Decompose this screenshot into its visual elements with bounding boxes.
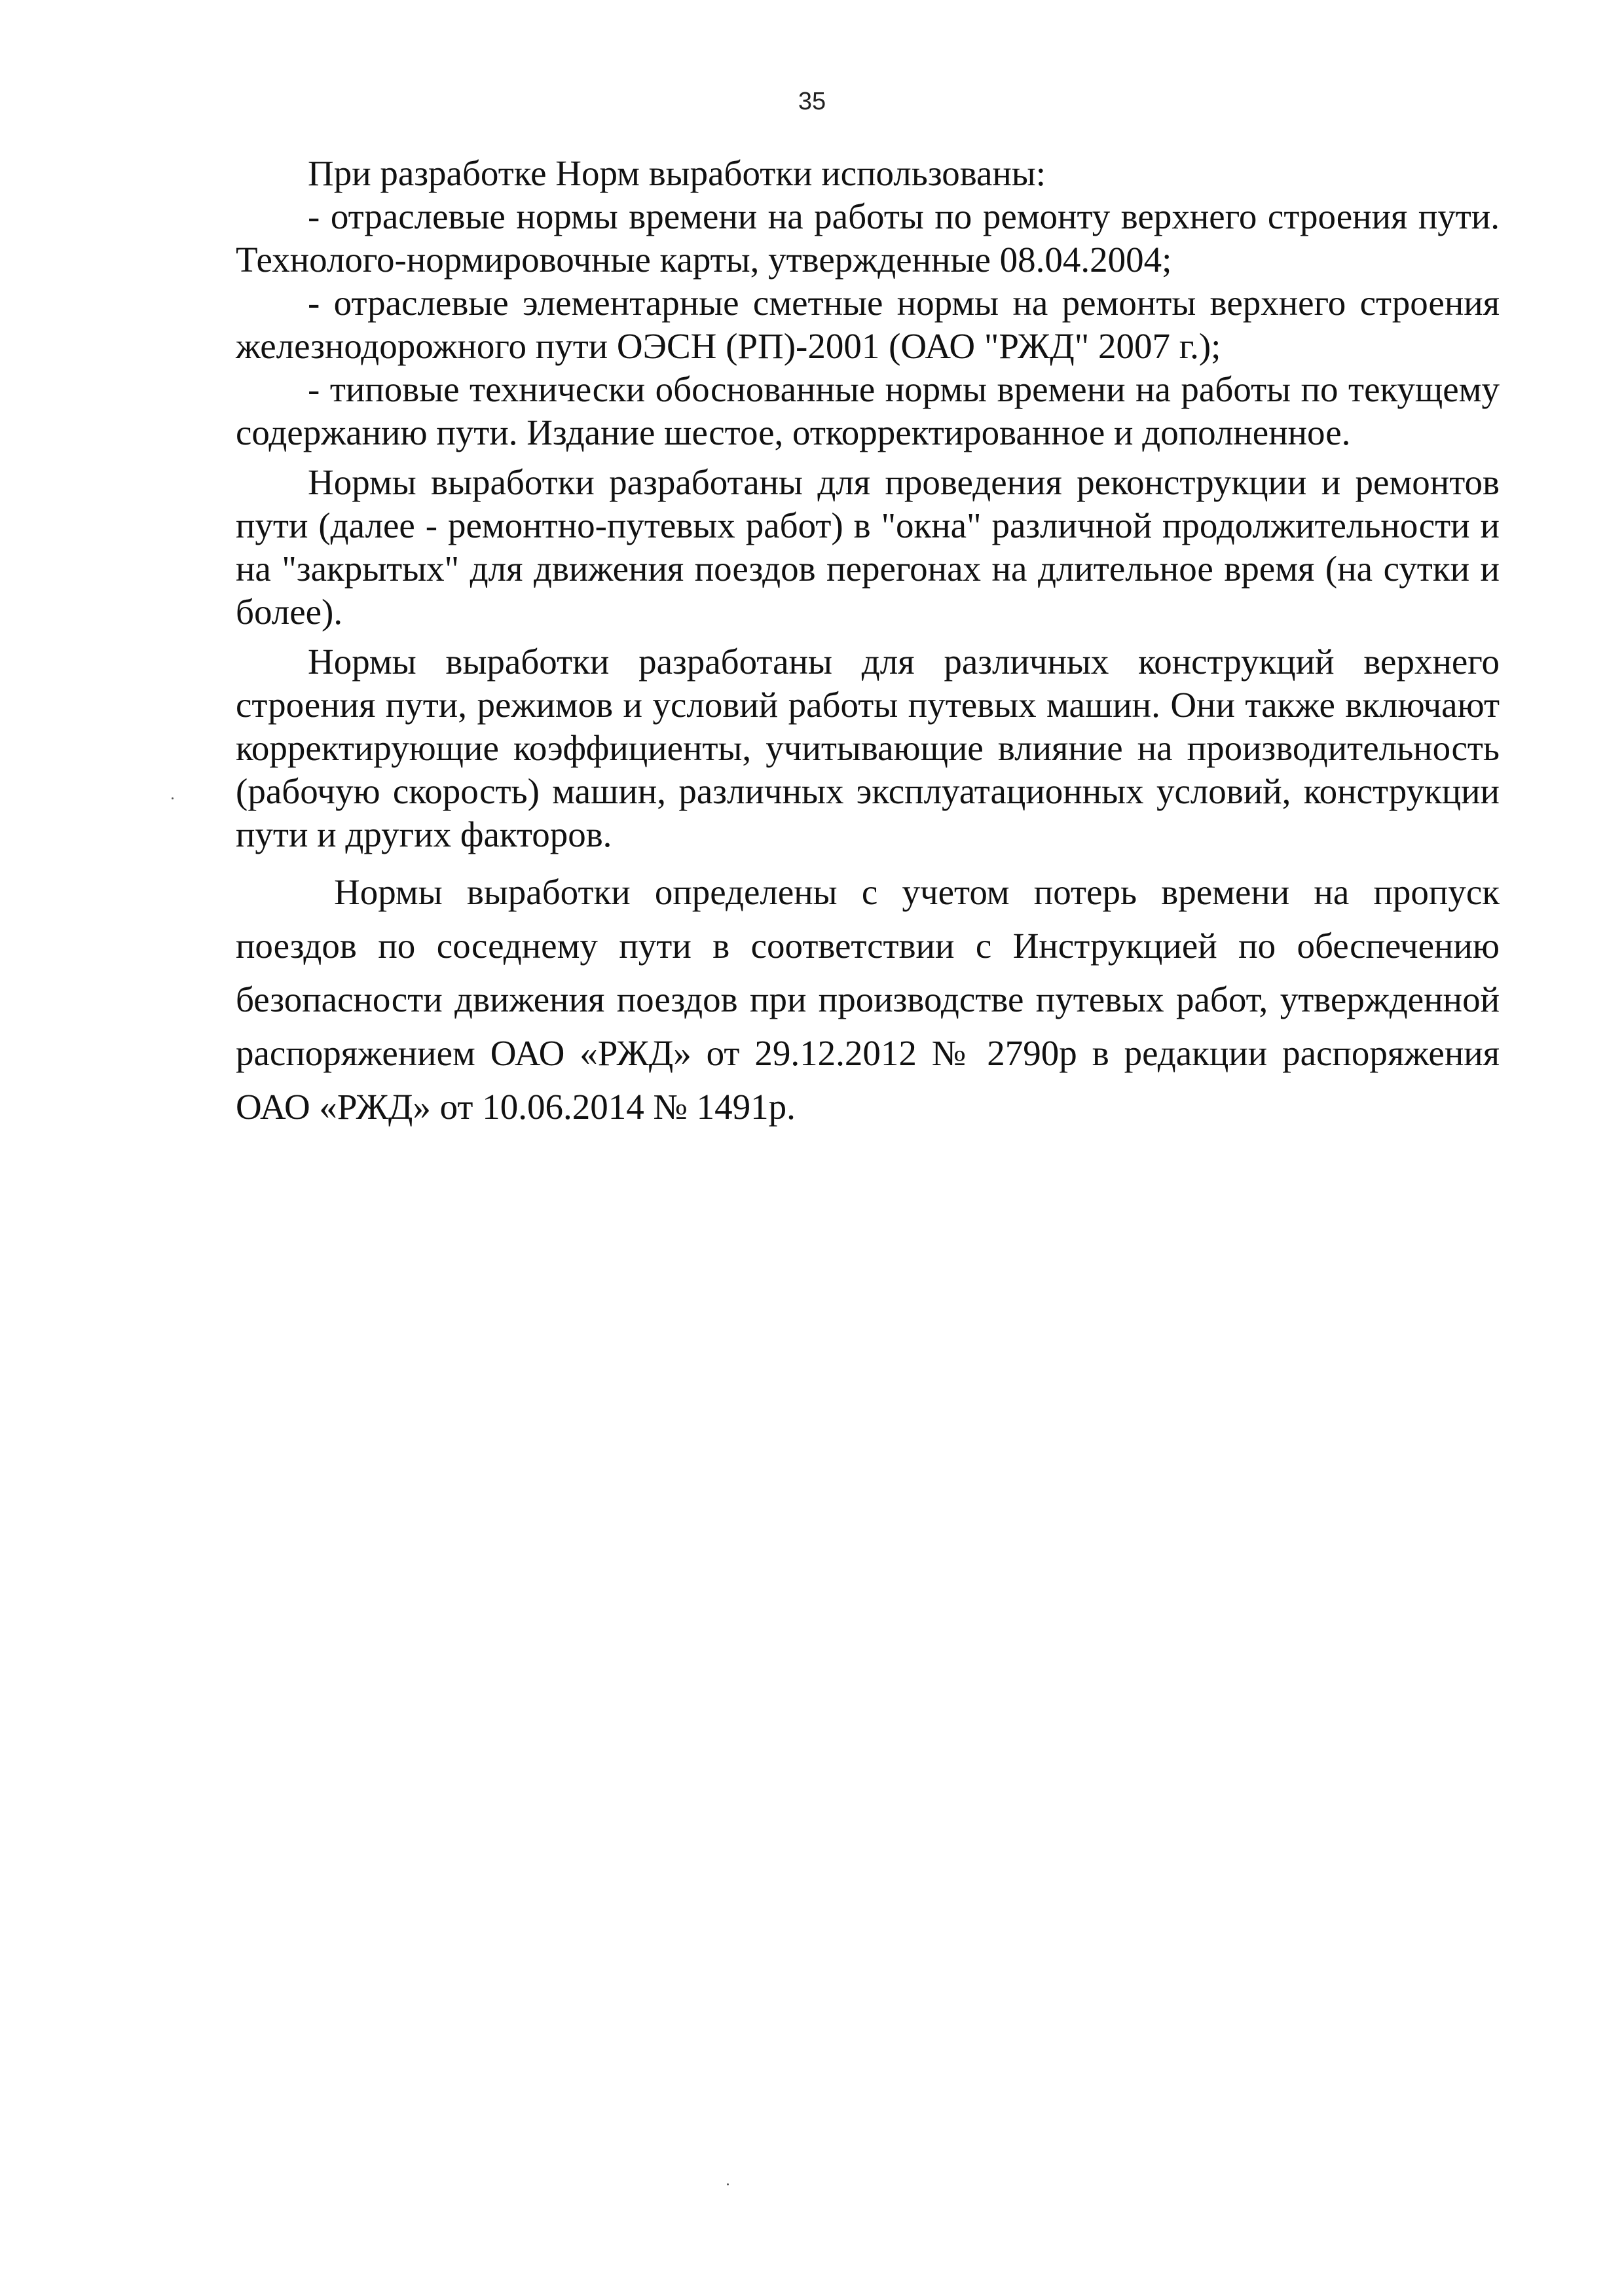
list-item-norms-time: - отраслевые нормы времени на работы по ремонту верхнего строения пути. Технолого-нормировочные карты, утвержденные 08.04.2004; bbox=[236, 196, 1500, 280]
paragraph-constructions: Нормы выработки разработаны для различных конструкций верхнего строения пути, режимов и условий работы путевых машин. Они также включают корректирующие коэффициенты, учитывающие влияние на производительность (рабочую скорость) машин, различных эксплуатационных условий, конструкции пути и других факторов. bbox=[236, 642, 1500, 854]
intro-paragraph: При разработке Норм выработки использованы: bbox=[308, 153, 1046, 193]
paragraph-reconstruction: Нормы выработки разработаны для проведения реконструкции и ремонтов пути (далее - ремонтно-путевых работ) в "окна" различной продолжительности и на "закрытых" для движения поездов перегонах на длительное время (на сутки и более). bbox=[236, 462, 1500, 632]
document-body bbox=[236, 152, 1500, 1134]
scan-speck bbox=[727, 2183, 729, 2185]
list-item-typical-norms: - типовые технически обоснованные нормы времени на работы по текущему содержанию пути. Издание шестое, откорректированное и дополненное. bbox=[236, 369, 1500, 452]
scan-speck bbox=[172, 797, 174, 799]
list-item-estimate-norms: - отраслевые элементарные сметные нормы на ремонты верхнего строения железнодорожного пути ОЭСН (РП)-2001 (ОАО "РЖД" 2007 г.); bbox=[236, 283, 1500, 366]
page-number: 35 bbox=[798, 88, 826, 115]
paragraph-time-losses: Нормы выработки определены с учетом потерь времени на пропуск поездов по соседнему пути в соответствии с Инструкцией по обеспечению безопасности движения поездов при производстве путевых работ, утвержденной распоряжением ОАО «РЖД» от 29.12.2012 № 2790р в редакции распоряжения ОАО «РЖД» от 10.06.2014 № 1491р. bbox=[236, 872, 1500, 1127]
